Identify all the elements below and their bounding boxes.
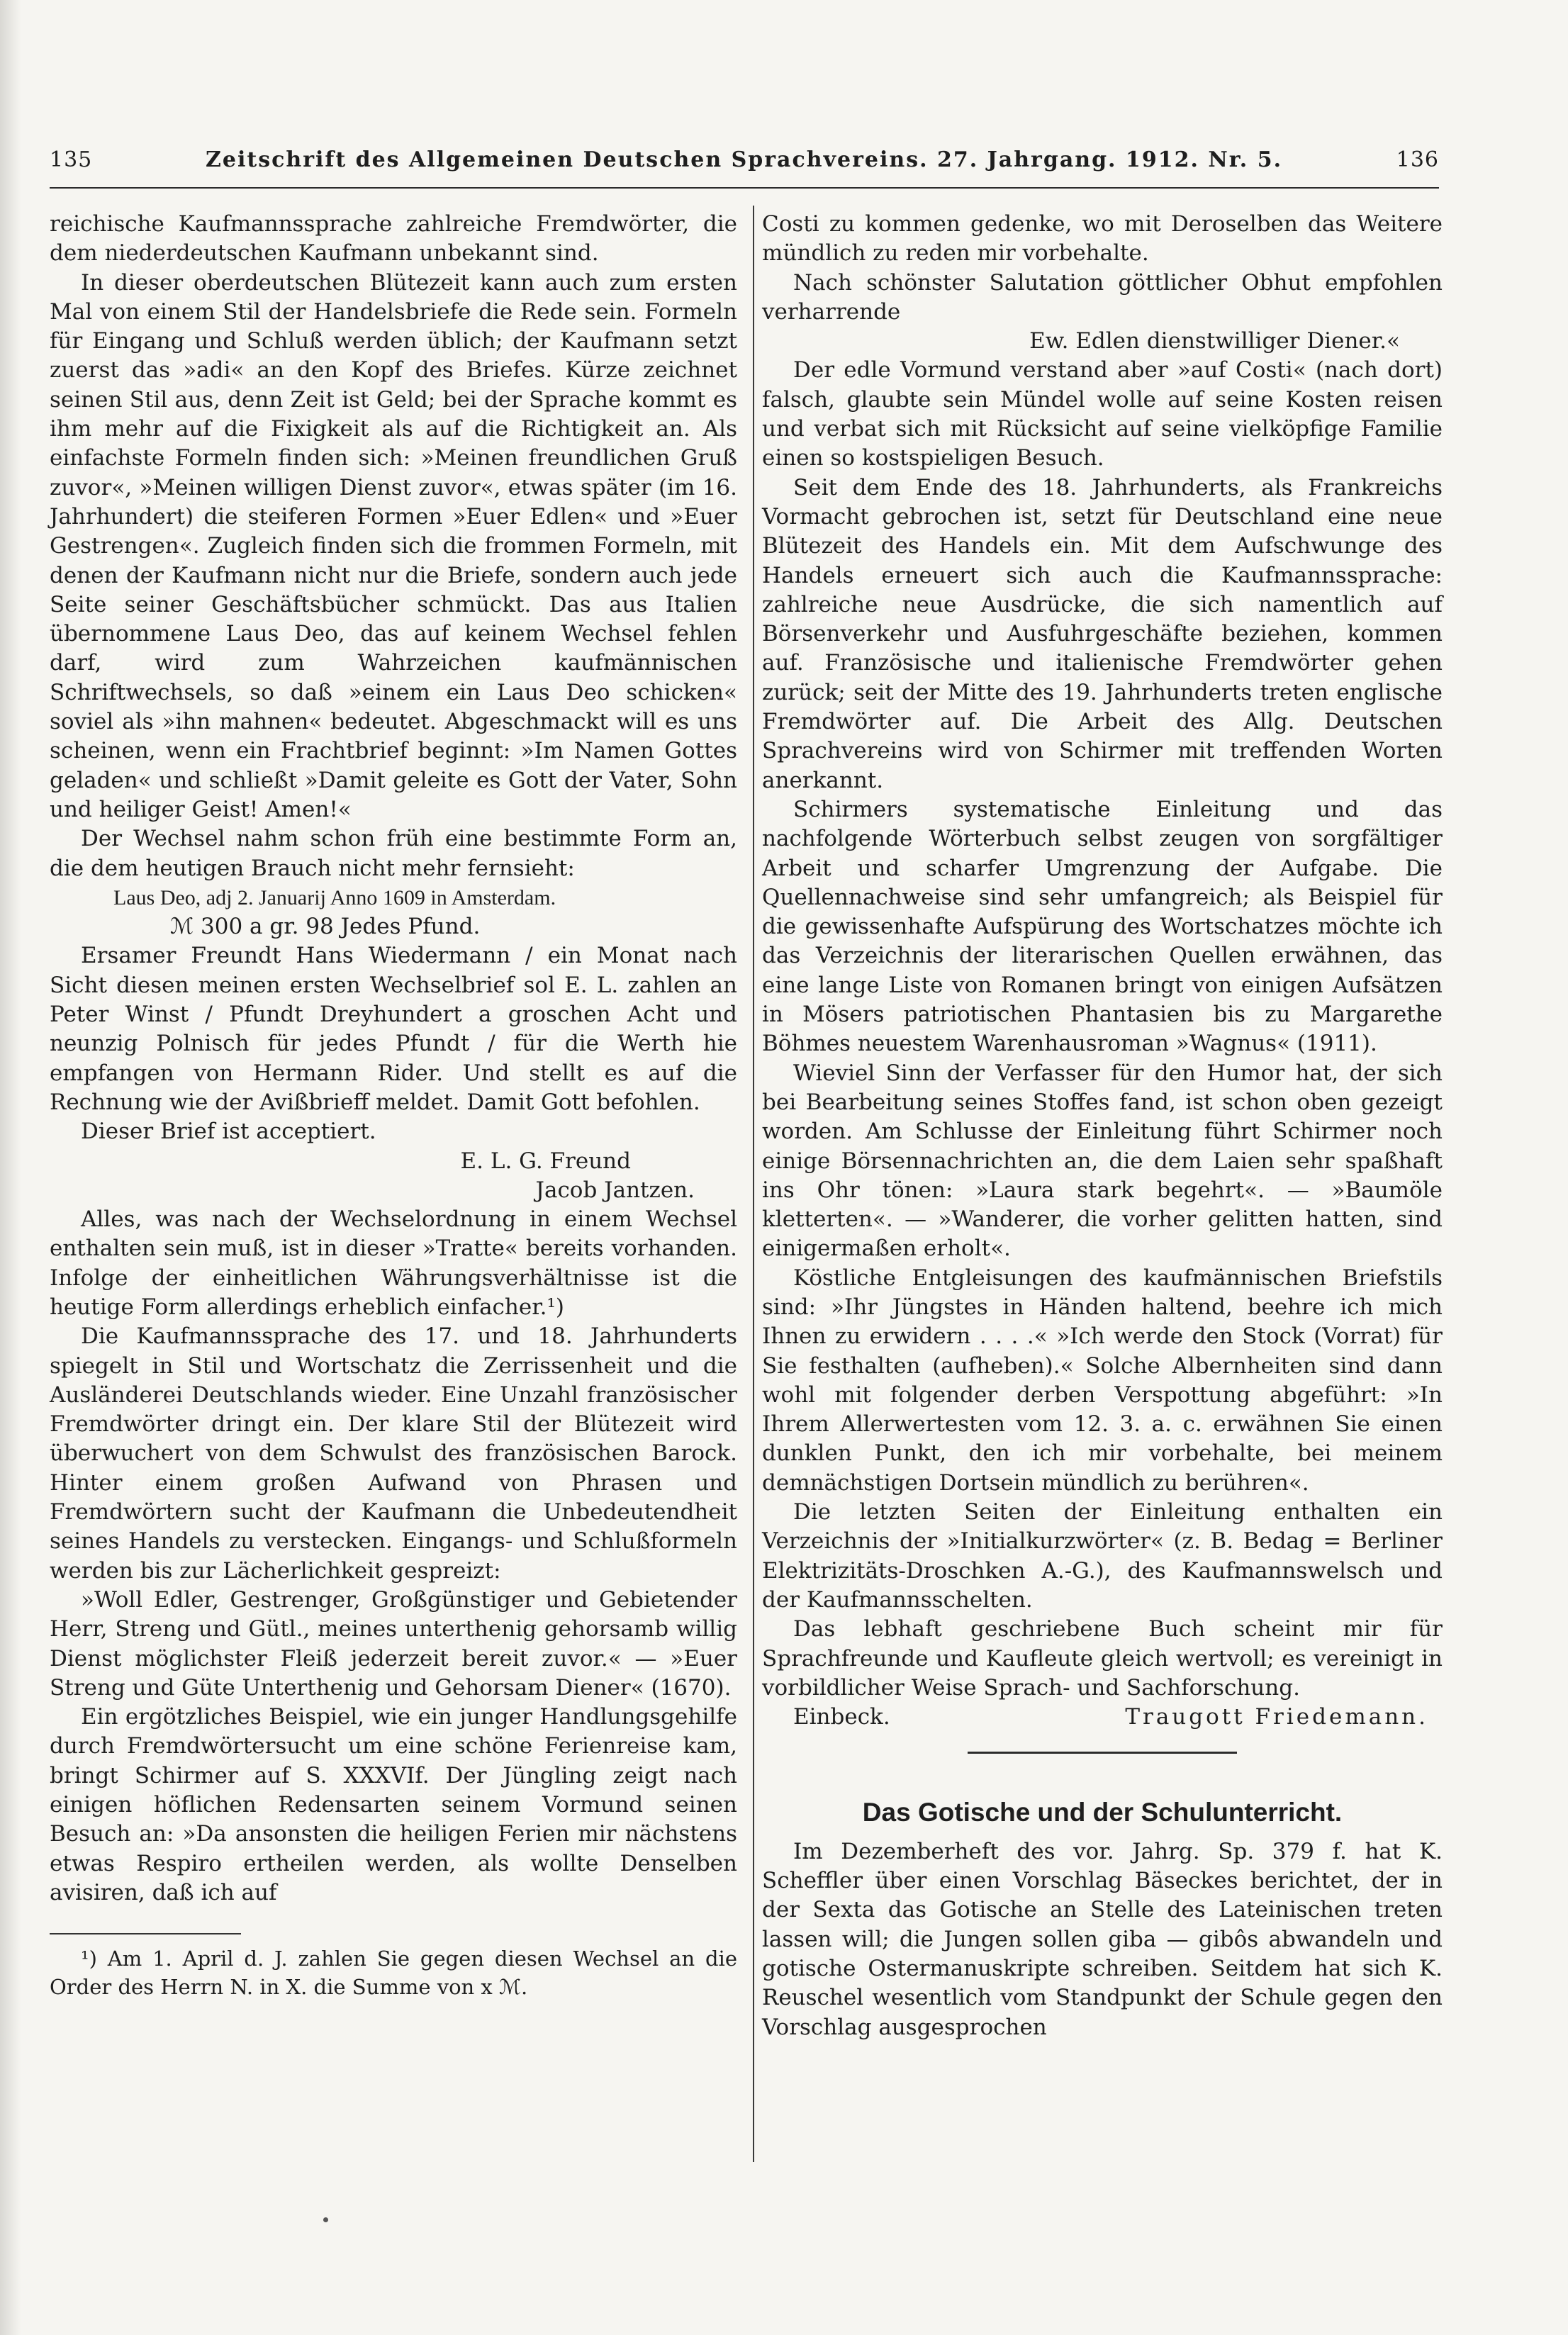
ink-speck bbox=[323, 2217, 328, 2222]
paragraph: Nach schönster Salutation göttlicher Obhut empfohlen verharrende bbox=[762, 269, 1443, 325]
page-number-right: 136 bbox=[1396, 147, 1439, 172]
paragraph: Costi zu kommen gedenke, wo mit Deroselben das Weitere mündlich zu reden mir vorbehalte. bbox=[762, 211, 1443, 267]
letter-body: Ersamer Freundt Hans Wiedermann / ein Monat nach Sicht diesen meinen ersten Wechselbrief sol E. L. zahlen an Peter Winst / Pfundt Dreyhundert a groschen Acht und neunzig Polnisch für jedes Pfundt / für die Werth hie empfangen von Hermann Rider. Und stellt es auf die Rechnung wie der Avißbrieff meldet. Damit Gott befohlen. bbox=[50, 943, 737, 1115]
paragraph: reichische Kaufmannssprache zahlreiche Fremdwörter, die dem niederdeutschen Kaufmann unbekannt sind. bbox=[50, 211, 737, 267]
running-title: Zeitschrift des Allgemeinen Deutschen Sprachvereins. 27. Jahrgang. 1912. Nr. 5. bbox=[206, 147, 1283, 172]
review-signature bbox=[762, 1703, 1443, 1732]
page-number-left: 135 bbox=[50, 147, 93, 172]
paragraph: Der Wechsel nahm schon früh eine bestimmte Form an, die dem heutigen Brauch nicht mehr fernsieht: bbox=[50, 826, 737, 881]
letter-signature-1: E. L. G. Freund bbox=[460, 1148, 631, 1174]
paragraph: Seit dem Ende des 18. Jahrhunderts, als Frankreichs Vormacht gebrochen ist, setzt für Deutschland eine neue Blütezeit des Handels ein. Mit dem Aufschwunge des Handels erneuert sich auch die Kaufmannssprache: zahlreiche neue Ausdrücke, die sich namentlich auf Börsenverkehr und Ausfuhrgeschäfte beziehen, kommen auf. Französische und italienische Fremdwörter gehen zurück; seit der Mitte des 19. Jahrhunderts treten englische Fremdwörter auf. Die Arbeit des Allg. Deutschen Sprachvereins wird von Schirmer mit treffenden Worten anerkannt. bbox=[762, 474, 1443, 793]
column-divider bbox=[753, 206, 754, 2162]
page-header bbox=[50, 142, 1439, 181]
quotation: »Woll Edler, Gestrenger, Großgünstiger und Gebietender Herr, Streng und Gütl., meines unterthenig gehorsamb willig Dienst möglichster Fleiß jederzeit bereit zuvor.« — »Euer Streng und Güte Unterthenig und Gehorsam Diener« (1670). bbox=[50, 1586, 737, 1701]
right-column bbox=[762, 210, 1443, 2042]
paragraph: Alles, was nach der Wechselordnung in einem Wechsel enthalten sein muß, ist in dieser »Tratte« bereits vorhanden. Infolge der einheitlichen Währungsverhältnisse ist die heutige Form allerdings erheblich einfacher.¹) bbox=[50, 1206, 737, 1320]
letter-amount: ℳ 300 a gr. 98 Jedes Pfund. bbox=[170, 914, 481, 940]
section-heading: Das Gotische und der Schulunterricht. bbox=[862, 1798, 1343, 1827]
paragraph: Ein ergötzliches Beispiel, wie ein junger Handlungsgehilfe durch Fremdwörtersucht um eine schöne Ferienreise kam, bringt Schirmer auf S. XXXVIf. Der Jüngling zeigt nach einigen höflichen Redensarten seinem Vormund seinen Besuch an: »Da ansonsten die heiligen Ferien mir nächstens etwas Respiro ertheilen werden, als wollte Denselben avisiren, daß ich auf bbox=[50, 1704, 737, 1905]
section-separator bbox=[968, 1752, 1237, 1754]
letter-accepted: Dieser Brief ist acceptiert. bbox=[81, 1119, 376, 1145]
paragraph: Das lebhaft geschriebene Buch scheint mir für Sprachfreunde und Kaufleute gleich wertvoll; es vereinigt in vorbildlicher Weise Sprach- und Sachforschung. bbox=[762, 1616, 1443, 1701]
letter-closing: Ew. Edlen dienstwilliger Diener.« bbox=[1029, 328, 1400, 354]
footnote: ¹) Am 1. April d. J. zahlen Sie gegen diesen Wechsel an die Order des Herrn N. in X. die Summe von x ℳ. bbox=[50, 1947, 737, 2000]
signature-place: Einbeck. bbox=[793, 1704, 890, 1730]
left-column bbox=[50, 210, 737, 2001]
paragraph: In dieser oberdeutschen Blütezeit kann auch zum ersten Mal von einem Stil der Handelsbriefe die Rede sein. Formeln für Eingang und Schluß werden üblich; der Kaufmann setzt zuerst das »adi« an den Kopf des Briefes. Kürze zeichnet seinen Stil aus, denn Zeit ist Geld; bei der Sprache kommt es ihm mehr auf die Fixigkeit als auf die Richtigkeit an. Als einfachste Formeln finden sich: »Meinen freundlichen Gruß zuvor«, »Meinen willigen Dienst zuvor«, etwas später (im 16. Jahrhundert) die steiferen Formen »Euer Edlen« und »Euer Gestrengen«. Zugleich finden sich die frommen Formeln, mit denen der Kaufmann nicht nur die Briefe, sondern auch jede Seite seiner Geschäftsbücher schmückt. Das aus Italien übernommene Laus Deo, das auf keinem Wechsel fehlen darf, wird zum Wahrzeichen kaufmännischen Schriftwechsels, so daß »einem ein Laus Deo schicken« soviel als »ihn mahnen« bedeutet. Abgeschmackt will es uns scheinen, wenn ein Frachtbrief beginnt: »Im Namen Gottes geladen« und schließt »Damit geleite es Gott der Vater, Sohn und heiliger Geist! Amen!« bbox=[50, 269, 737, 822]
paragraph: Köstliche Entgleisungen des kaufmännischen Briefstils sind: »Ihr Jüngstes in Händen haltend, beehre ich mich Ihnen zu erwidern . . . .« »Ich werde den Stock (Vorrat) für Sie festhalten (aufheben).« Solche Albernheiten sind dann wohl mit folgender derben Verspottung abgeführt: »In Ihrem Allerwertesten vom 12. 3. a. c. erwähnen Sie einen dunklen Punkt, den ich mir vorbehalte, bei meinem demnächstigen Dortsein mündlich zu berühren«. bbox=[762, 1265, 1443, 1496]
signature-author: Traugott Friedemann. bbox=[1125, 1704, 1428, 1730]
letter-signature-2: Jacob Jantzen. bbox=[535, 1177, 695, 1203]
paragraph: Die Kaufmannssprache des 17. und 18. Jahrhunderts spiegelt in Stil und Wortschatz die Zerrissenheit und die Ausländerei Deutschlands wieder. Eine Unzahl französischer Fremdwörter dringt ein. Der klare Stil der Blütezeit wird überwuchert von dem Schwulst des französischen Barock. Hinter einem großen Aufwand von Phrasen und Fremdwörtern sucht der Kaufmann die Unbedeutendheit seines Handels zu verstecken. Eingangs- und Schlußformeln werden bis zur Lächerlichkeit gespreizt: bbox=[50, 1323, 737, 1584]
paragraph: Die letzten Seiten der Einleitung enthalten ein Verzeichnis der »Initialkurzwörter« (z. B. Bedag = Berliner Elektrizitäts-Droschken A.-G.), des Kaufmannswelsch und der Kaufmannsschelten. bbox=[762, 1499, 1443, 1613]
header-rule bbox=[50, 187, 1439, 189]
paragraph: Im Dezemberheft des vor. Jahrg. Sp. 379 f. hat K. Scheffler über einen Vorschlag Bäseckes berichtet, der in der Sexta das Gotische an Stelle des Lateinischen treten lassen will; die Jungen sollen giba — gibôs abwandeln und gotische Ostermanuskripte schreiben. Seitdem hat sich K. Reuschel wesentlich vom Standpunkt der Schule gegen den Vorschlag ausgesprochen bbox=[762, 1838, 1443, 2040]
footnote-rule bbox=[50, 1933, 241, 1934]
paragraph: Wieviel Sinn der Verfasser für den Humor hat, der sich bei Bearbeitung seines Stoffes fand, ist schon oben gezeigt worden. Am Schlusse der Einleitung führt Schirmer noch einige Börsennachrichten an, die dem Laien sehr spaßhaft ins Ohr tönen: »Laura stark begehrt«. — »Baumöle kletterten«. — »Wanderer, die vorher gelitten hatten, sind einigermaßen erholt«. bbox=[762, 1060, 1443, 1262]
paragraph: Schirmers systematische Einleitung und das nachfolgende Wörterbuch selbst zeugen von sorgfältiger Arbeit und scharfer Umgrenzung der Aufgabe. Die Quellennachweise sind sehr umfangreich; als Beispiel für die gewissenhafte Aufspürung des Wortschatzes möchte ich das Verzeichnis der literarischen Quellen erwähnen, das eine lange Liste von Romanen bringt von einigen Aufsätzen in Mösers patriotischen Phantasien bis zu Margarethe Böhmes neuestem Warenhausroman »Wagnus« (1911). bbox=[762, 796, 1443, 1057]
letter-dateline: Laus Deo, adj 2. Januarij Anno 1609 in Amsterdam. bbox=[113, 885, 556, 909]
paragraph: Der edle Vormund verstand aber »auf Costi« (nach dort) falsch, glaubte sein Mündel wolle auf seine Kosten reisen und verbat sich mit Rücksicht auf seine vielköpfige Familie einen so kostspieligen Besuch. bbox=[762, 357, 1443, 471]
page-edge-shadow bbox=[0, 0, 21, 2335]
